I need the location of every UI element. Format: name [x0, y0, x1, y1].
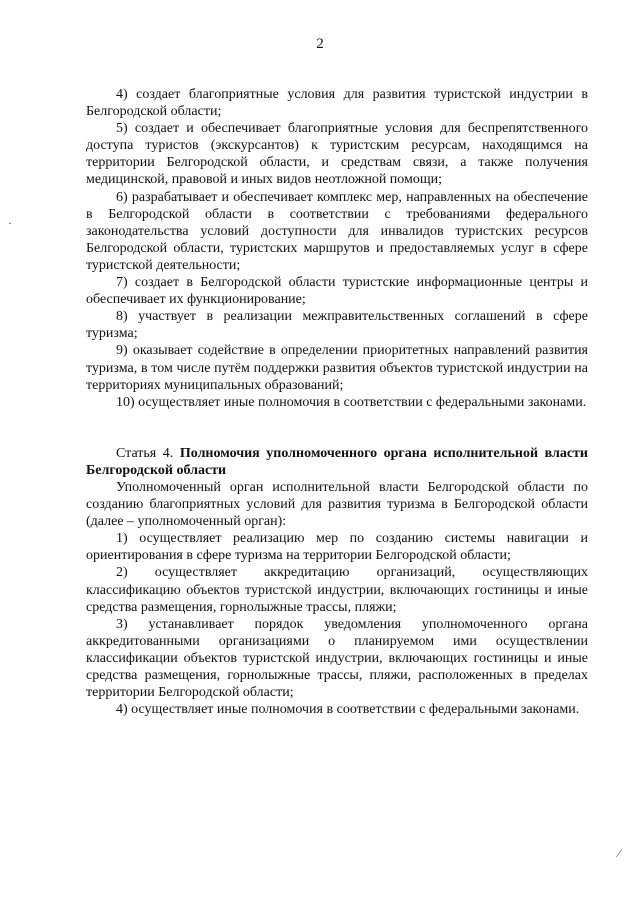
list-item: 3) устанавливает порядок уведомления уполномоченного органа аккредитованными организациями о планируемом ими осуществлении классификации объектов туристской индустрии, включающих гостиницы и иные средства размещения, горнолыжные трассы, пляжи, расположенных в пределах территории Белгородской области;: [86, 616, 588, 701]
list-item: 1) осуществляет реализацию мер по созданию системы навигации и ориентирования в сфере туризма на территории Белгородской области;: [86, 531, 588, 564]
list-item: 6) разрабатывает и обеспечивает комплекс мер, направленных на обеспечение в Белгородской области в соответствии с требованиями федерального законодательства условий доступности для инвалидов туристских ресурсов Белгородской области, туристских маршрутов и предоставляемых услуг в сфере туристской деятельности;: [86, 189, 588, 273]
page-number: 2: [316, 36, 324, 52]
list-item: 7) создает в Белгородской области туристские информационные центры и обеспечивает их функционирование;: [86, 275, 588, 308]
document-body: [86, 86, 588, 718]
list-item: 8) участвует в реализации межправительственных соглашений в сфере туризма;: [86, 309, 588, 342]
list-item: 10) осуществляет иные полномочия в соответствии с федеральными законами.: [116, 394, 587, 410]
list-item: 5) создает и обеспечивает благоприятные условия для беспрепятственного доступа туристов (экскурсантов) к туристским ресурсам, находящимся на территории Белгородской области, и средствам связи, а также получения медицинской, правовой и иных видов неотложной помощи;: [86, 121, 588, 188]
list-item: 9) оказывает содействие в определении приоритетных направлений развития туризма, в том числе путём поддержки развития объектов туристской индустрии на территориях муниципальных образований;: [86, 343, 588, 393]
article-intro: Уполномоченный орган исполнительной власти Белгородской области по созданию благоприятных условий для развития туризма в Белгородской области (далее – уполномоченный орган):: [86, 479, 588, 530]
article-title: Полномочия уполномоченного органа исполнительной власти Белгородской области: [86, 445, 588, 478]
list-item: 4) осуществляет иные полномочия в соответствии с федеральными законами.: [116, 702, 580, 718]
article-heading: [86, 445, 588, 479]
scan-mark: ⁄: [618, 846, 621, 860]
list-item: 2) осуществляет аккредитацию организаций, осуществляющих классификацию объектов туристской индустрии, включающих гостиницы и иные средства размещения, горнолыжные трассы, пляжи;: [86, 565, 588, 615]
scan-mark: ·: [8, 216, 12, 230]
list-item: 4) создает благоприятные условия для развития туристской индустрии в Белгородской области;: [86, 87, 588, 120]
article-label: Статья 4.: [116, 445, 174, 461]
section-gap: [86, 411, 588, 445]
